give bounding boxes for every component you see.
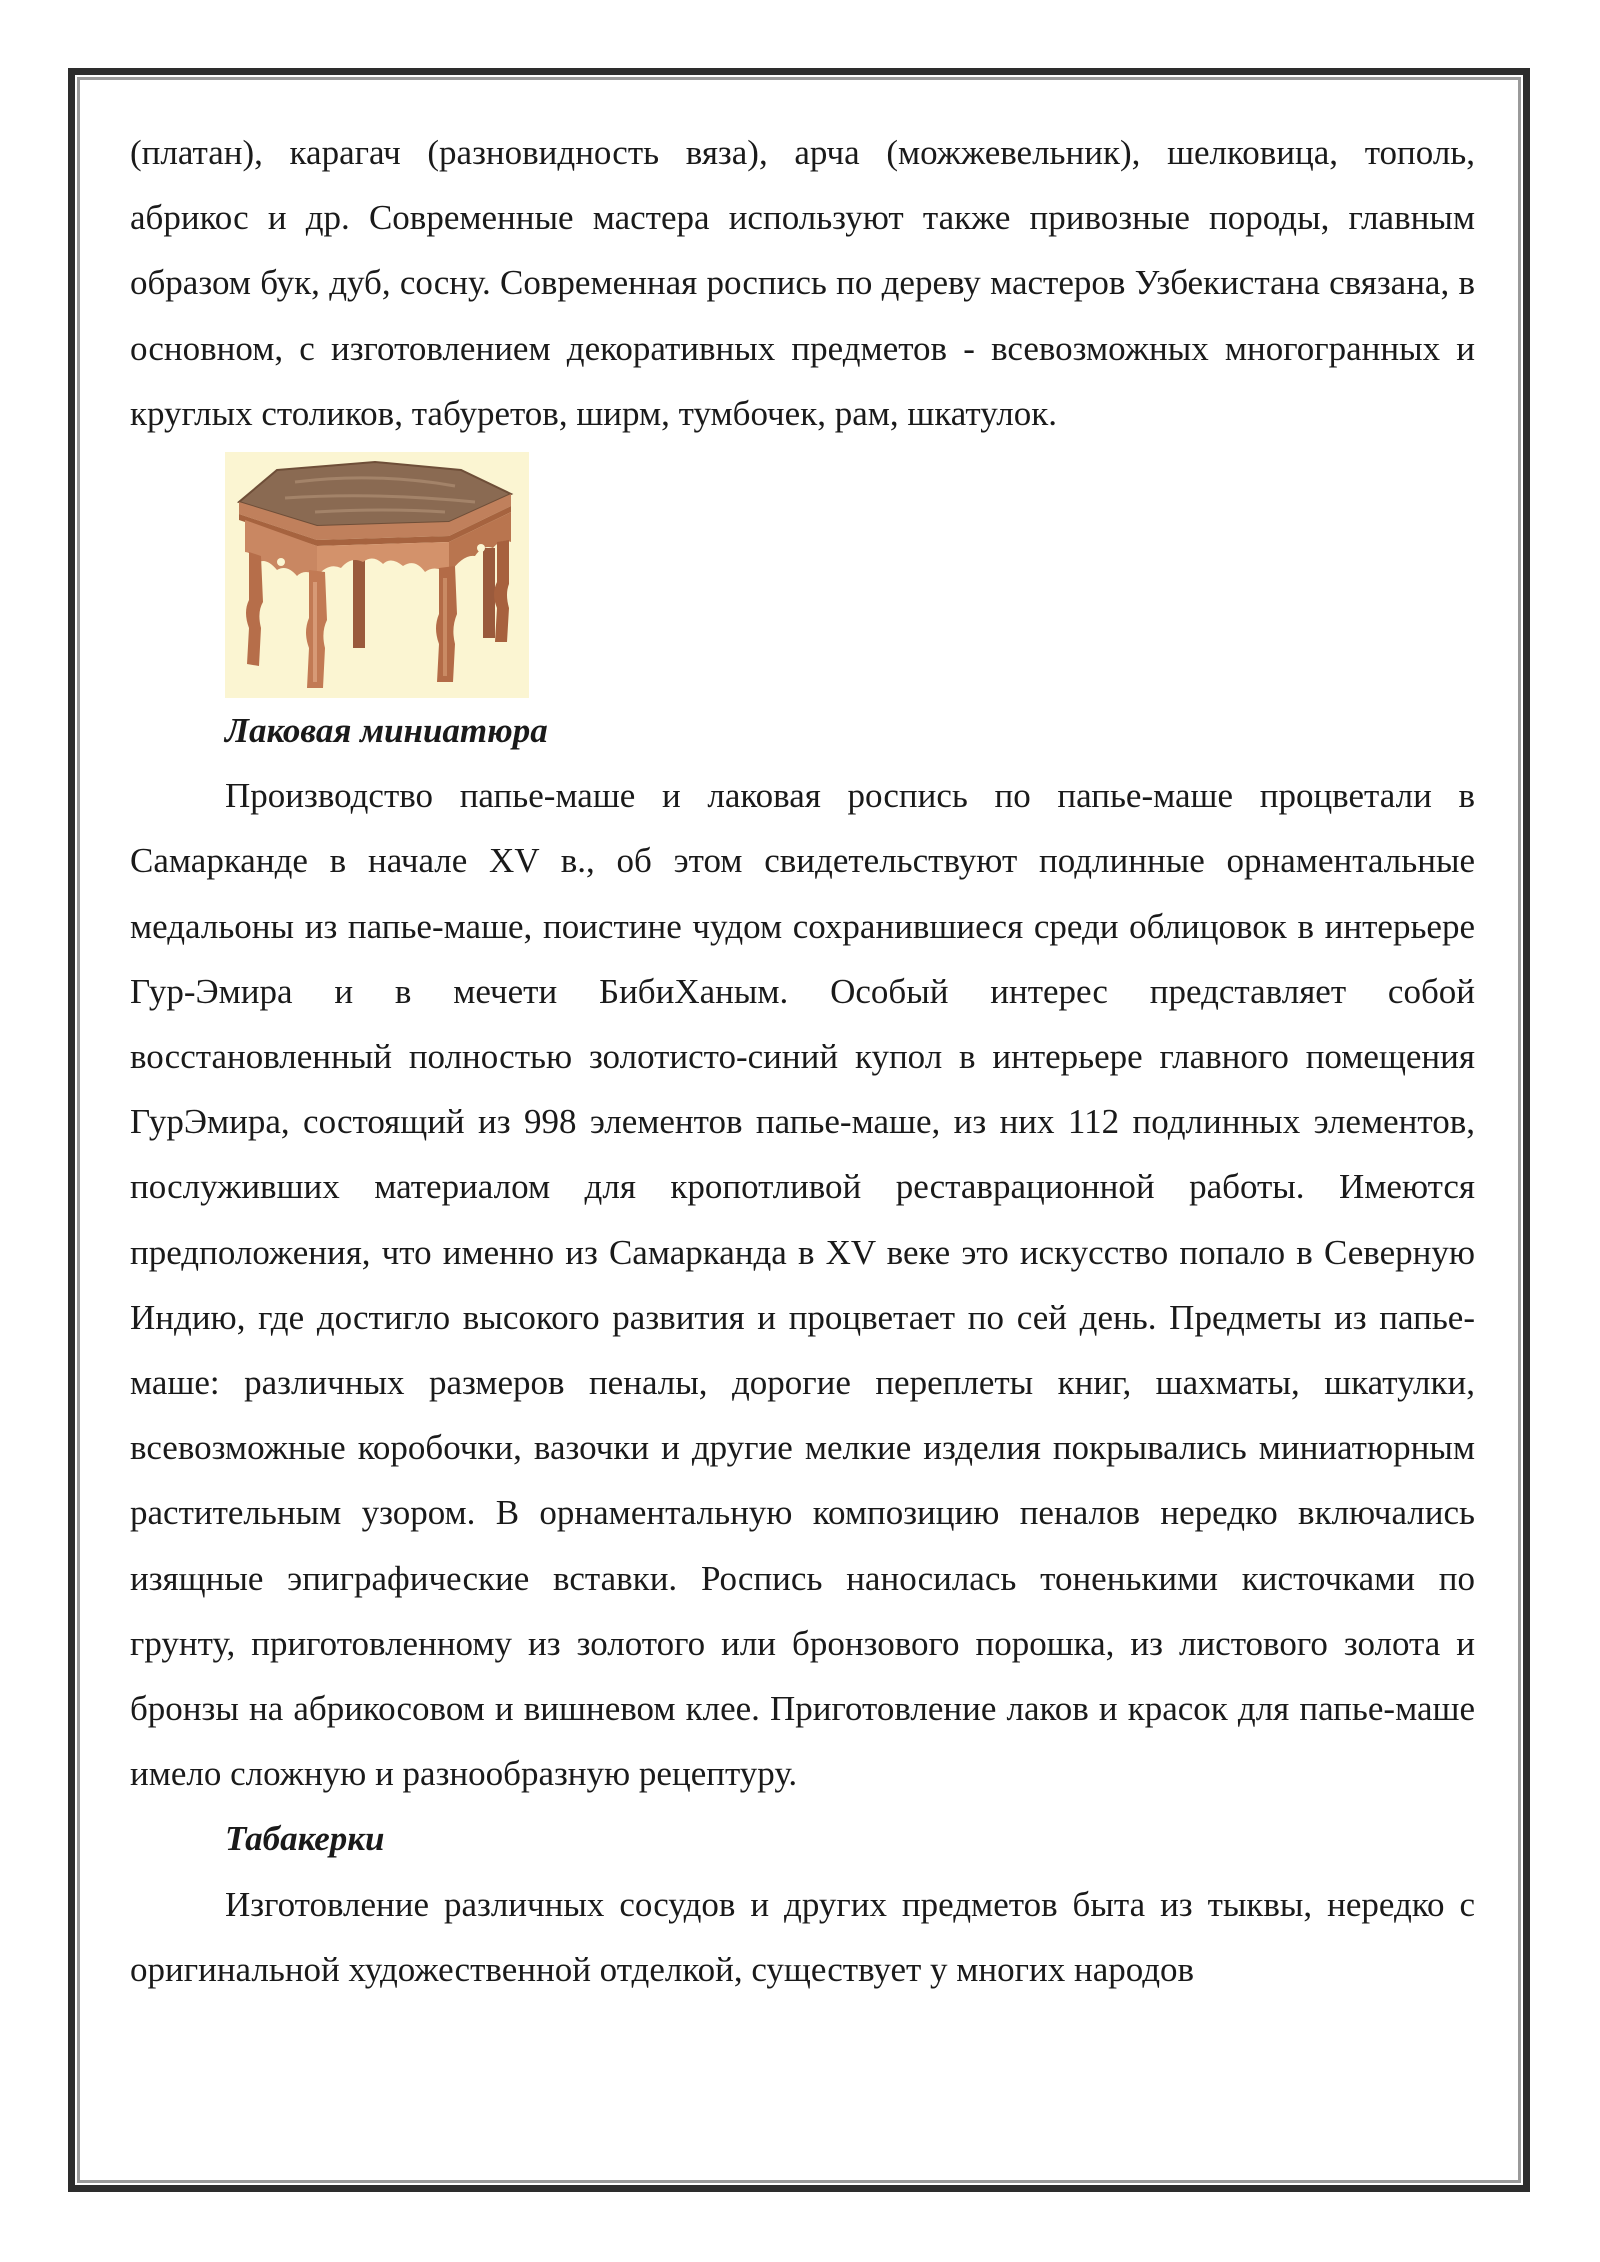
paragraph-gourd-vessels: Изготовление различных сосудов и других предметов быта из тыквы, нередко с оригинальной художественной отделкой, существует у многих народов <box>130 1884 1475 1989</box>
section-heading-snuffboxes: Табакерки <box>225 1819 385 1859</box>
paragraph-papier-mache: Производство папье-маше и лаковая роспись по папье-маше процветали в Самарканде в начале XV в., об этом свидетельствуют подлинные орнаментальные медальоны из папье-маше, поистине чудом сохранившиеся среди облицовок в интерьере Гур-Эмира и в мечети БибиХаным. Особый интерес представляет собой восстановленный полностью золотисто-синий купол в интерьере главного помещения ГурЭмира, состоящий из 998 элементов папье-маше, из них 112 подлинных элементов, послуживших материалом для кропотливой реставрационной работы. Имеются предположения, что именно из Самарканда в XV веке это искусство попало в Северную Индию, где достигло высокого развития и процветает по сей день. Предметы из папье-маше: различных размеров пеналы, дорогие переплеты книг, шахматы, шкатулки, всевозможные коробочки, вазочки и другие мелкие изделия покрывались миниатюрным растительным узором. В орнаментальную композицию пеналов нередко включались изящные эпиграфические вставки. Роспись наносилась тоненькими кисточками по грунту, приготовленному из золотого или бронзового порошка, из листового золота и бронзы на абрикосовом и вишневом клее. Приготовление лаков и красок для папье-маше имело сложную и разнообразную рецептуру. <box>130 776 1475 1794</box>
section-heading-lacquer-miniature: Лаковая миниатюра <box>225 711 548 751</box>
table-illustration <box>225 452 529 698</box>
paragraph-wood-species: (платан), карагач (разновидность вяза), арча (можжевельник), шелковица, тополь, абрикос и др. Современные мастера используют также привозные породы, главным образом бук, дуб, сосну. Современная роспись по дереву мастеров Узбекистана связана, в основном, с изготовлением декоративных предметов - всевозможных многогранных и круглых столиков, табуретов, ширм, тумбочек, рам, шкатулок. <box>130 133 1475 433</box>
carved-table-image <box>225 452 529 698</box>
page-content <box>130 120 1475 2002</box>
